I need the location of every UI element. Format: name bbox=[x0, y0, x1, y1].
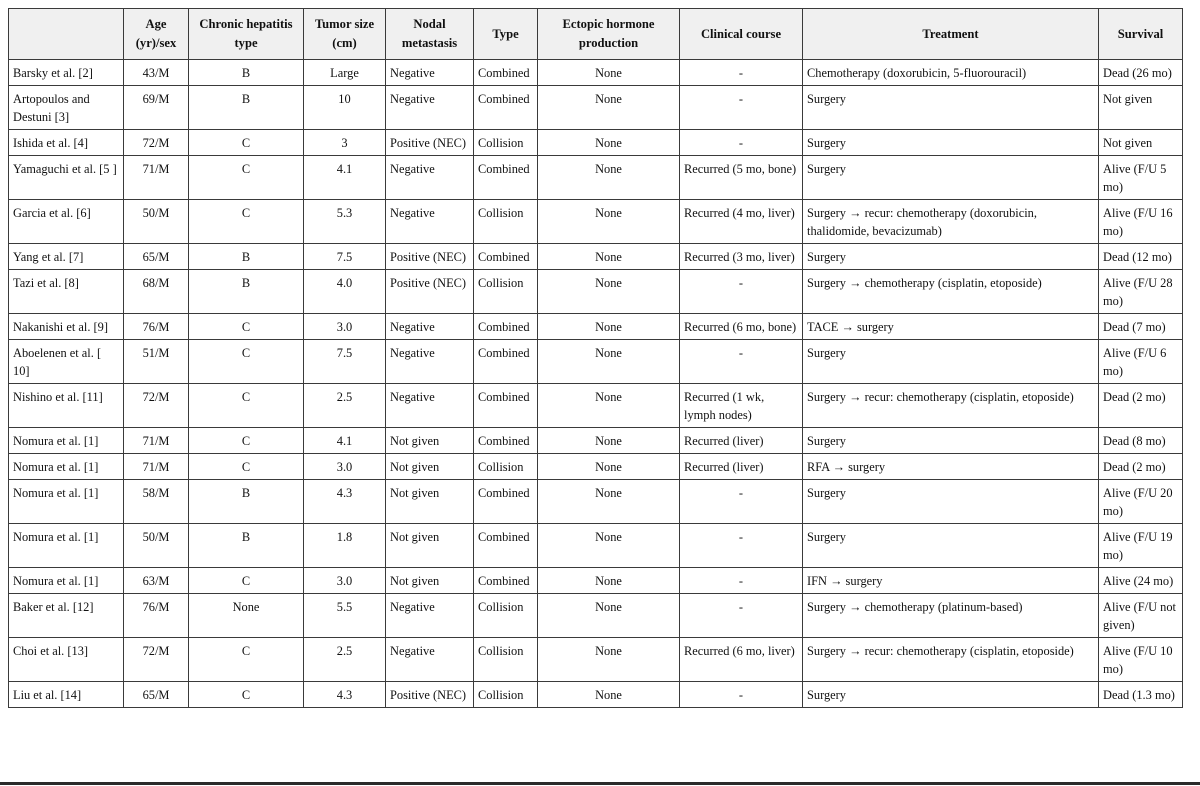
table-row bbox=[9, 428, 1183, 454]
cell-hepatitis: C bbox=[189, 200, 304, 244]
cell-course: - bbox=[680, 480, 803, 524]
cell-course: - bbox=[680, 340, 803, 384]
cell-nodal: Negative bbox=[386, 60, 474, 86]
cell-hepatitis: C bbox=[189, 130, 304, 156]
cell-tumor-size: 4.3 bbox=[304, 480, 386, 524]
cell-ectopic: None bbox=[538, 130, 680, 156]
cell-type: Combined bbox=[474, 156, 538, 200]
table-row bbox=[9, 568, 1183, 594]
cell-hepatitis: C bbox=[189, 682, 304, 708]
cell-treatment: Surgery bbox=[803, 428, 1099, 454]
cell-survival: Alive (F/U 6 mo) bbox=[1099, 340, 1183, 384]
cell-hepatitis: C bbox=[189, 156, 304, 200]
cell-tumor-size: 2.5 bbox=[304, 638, 386, 682]
cell-ectopic: None bbox=[538, 200, 680, 244]
cell-age: 76/M bbox=[124, 314, 189, 340]
cell-nodal: Not given bbox=[386, 480, 474, 524]
cell-course: Recurred (1 wk, lymph nodes) bbox=[680, 384, 803, 428]
cell-age: 76/M bbox=[124, 594, 189, 638]
cell-tumor-size: 10 bbox=[304, 86, 386, 130]
cell-nodal: Positive (NEC) bbox=[386, 682, 474, 708]
cell-study: Nomura et al. [1] bbox=[9, 524, 124, 568]
cell-tumor-size: 3 bbox=[304, 130, 386, 156]
cell-treatment: TACE → surgery bbox=[803, 314, 1099, 340]
cell-survival: Alive (F/U 16 mo) bbox=[1099, 200, 1183, 244]
cell-type: Collision bbox=[474, 594, 538, 638]
table-wrapper bbox=[8, 8, 1183, 708]
cell-age: 43/M bbox=[124, 60, 189, 86]
cell-type: Combined bbox=[474, 86, 538, 130]
cell-nodal: Negative bbox=[386, 86, 474, 130]
cell-ectopic: None bbox=[538, 86, 680, 130]
cell-course: - bbox=[680, 60, 803, 86]
cell-age: 71/M bbox=[124, 428, 189, 454]
cell-study: Yamaguchi et al. [5 ] bbox=[9, 156, 124, 200]
cell-study: Nomura et al. [1] bbox=[9, 428, 124, 454]
cell-hepatitis: B bbox=[189, 60, 304, 86]
cell-type: Combined bbox=[474, 60, 538, 86]
cell-treatment: Surgery → chemotherapy (platinum-based) bbox=[803, 594, 1099, 638]
table-row bbox=[9, 638, 1183, 682]
table-row bbox=[9, 314, 1183, 340]
cell-age: 65/M bbox=[124, 682, 189, 708]
cell-treatment: Surgery bbox=[803, 682, 1099, 708]
cell-nodal: Not given bbox=[386, 454, 474, 480]
cell-survival: Alive (F/U 5 mo) bbox=[1099, 156, 1183, 200]
cell-type: Combined bbox=[474, 524, 538, 568]
cell-tumor-size: 5.5 bbox=[304, 594, 386, 638]
header-type: Type bbox=[474, 9, 538, 60]
cell-study: Barsky et al. [2] bbox=[9, 60, 124, 86]
cell-course: Recurred (6 mo, bone) bbox=[680, 314, 803, 340]
cell-nodal: Positive (NEC) bbox=[386, 244, 474, 270]
cell-type: Collision bbox=[474, 130, 538, 156]
table-row bbox=[9, 340, 1183, 384]
header-tumor-size: Tumor size (cm) bbox=[304, 9, 386, 60]
cell-type: Combined bbox=[474, 428, 538, 454]
cell-survival: Not given bbox=[1099, 130, 1183, 156]
cell-hepatitis: B bbox=[189, 524, 304, 568]
cell-nodal: Not given bbox=[386, 428, 474, 454]
header-hepatitis: Chronic hepatitis type bbox=[189, 9, 304, 60]
cell-treatment: Surgery bbox=[803, 130, 1099, 156]
cell-survival: Alive (F/U not given) bbox=[1099, 594, 1183, 638]
cell-hepatitis: C bbox=[189, 384, 304, 428]
cell-course: - bbox=[680, 594, 803, 638]
cell-type: Combined bbox=[474, 244, 538, 270]
header-nodal: Nodal metastasis bbox=[386, 9, 474, 60]
table-row bbox=[9, 594, 1183, 638]
cell-hepatitis: C bbox=[189, 314, 304, 340]
cell-hepatitis: B bbox=[189, 480, 304, 524]
cell-ectopic: None bbox=[538, 480, 680, 524]
header-survival: Survival bbox=[1099, 9, 1183, 60]
cell-course: Recurred (liver) bbox=[680, 428, 803, 454]
table-row bbox=[9, 384, 1183, 428]
cell-study: Nomura et al. [1] bbox=[9, 480, 124, 524]
cell-type: Collision bbox=[474, 454, 538, 480]
cell-study: Aboelenen et al. [ 10] bbox=[9, 340, 124, 384]
cell-treatment: RFA → surgery bbox=[803, 454, 1099, 480]
cell-survival: Dead (2 mo) bbox=[1099, 384, 1183, 428]
cell-survival: Dead (1.3 mo) bbox=[1099, 682, 1183, 708]
header-row bbox=[9, 9, 1183, 60]
cell-hepatitis: B bbox=[189, 244, 304, 270]
cell-study: Nomura et al. [1] bbox=[9, 454, 124, 480]
cell-tumor-size: 1.8 bbox=[304, 524, 386, 568]
cell-treatment: Surgery bbox=[803, 86, 1099, 130]
cell-course: - bbox=[680, 130, 803, 156]
table-row bbox=[9, 200, 1183, 244]
cell-treatment: Surgery → recur: chemotherapy (cisplatin, etoposide) bbox=[803, 384, 1099, 428]
table-row bbox=[9, 682, 1183, 708]
cell-study: Baker et al. [12] bbox=[9, 594, 124, 638]
cell-ectopic: None bbox=[538, 638, 680, 682]
cell-nodal: Positive (NEC) bbox=[386, 130, 474, 156]
header-treatment: Treatment bbox=[803, 9, 1099, 60]
cell-type: Combined bbox=[474, 340, 538, 384]
cell-nodal: Negative bbox=[386, 340, 474, 384]
cell-tumor-size: 2.5 bbox=[304, 384, 386, 428]
cell-tumor-size: 7.5 bbox=[304, 340, 386, 384]
cell-study: Liu et al. [14] bbox=[9, 682, 124, 708]
cell-type: Combined bbox=[474, 480, 538, 524]
cell-nodal: Not given bbox=[386, 568, 474, 594]
table-header bbox=[9, 9, 1183, 60]
cell-course: - bbox=[680, 524, 803, 568]
cell-nodal: Negative bbox=[386, 200, 474, 244]
cell-study: Ishida et al. [4] bbox=[9, 130, 124, 156]
cell-hepatitis: C bbox=[189, 568, 304, 594]
cell-ectopic: None bbox=[538, 428, 680, 454]
cell-course: - bbox=[680, 682, 803, 708]
cell-ectopic: None bbox=[538, 568, 680, 594]
cell-survival: Alive (24 mo) bbox=[1099, 568, 1183, 594]
cell-treatment: Chemotherapy (doxorubicin, 5-fluorouracil) bbox=[803, 60, 1099, 86]
cell-age: 50/M bbox=[124, 524, 189, 568]
table-body bbox=[9, 60, 1183, 708]
cell-survival: Dead (8 mo) bbox=[1099, 428, 1183, 454]
cell-age: 72/M bbox=[124, 130, 189, 156]
case-reports-table bbox=[8, 8, 1183, 708]
cell-course: Recurred (3 mo, liver) bbox=[680, 244, 803, 270]
cell-survival: Dead (7 mo) bbox=[1099, 314, 1183, 340]
table-row bbox=[9, 480, 1183, 524]
cell-hepatitis: C bbox=[189, 428, 304, 454]
cell-type: Collision bbox=[474, 270, 538, 314]
cell-survival: Not given bbox=[1099, 86, 1183, 130]
cell-course: Recurred (5 mo, bone) bbox=[680, 156, 803, 200]
cell-study: Nishino et al. [11] bbox=[9, 384, 124, 428]
cell-ectopic: None bbox=[538, 156, 680, 200]
table-row bbox=[9, 524, 1183, 568]
cell-tumor-size: 7.5 bbox=[304, 244, 386, 270]
cell-treatment: Surgery → recur: chemotherapy (cisplatin, etoposide) bbox=[803, 638, 1099, 682]
cell-ectopic: None bbox=[538, 270, 680, 314]
cell-tumor-size: 3.0 bbox=[304, 568, 386, 594]
cell-ectopic: None bbox=[538, 60, 680, 86]
cell-nodal: Positive (NEC) bbox=[386, 270, 474, 314]
cell-ectopic: None bbox=[538, 340, 680, 384]
table-row bbox=[9, 60, 1183, 86]
cell-tumor-size: 4.0 bbox=[304, 270, 386, 314]
cell-tumor-size: 3.0 bbox=[304, 314, 386, 340]
cell-ectopic: None bbox=[538, 314, 680, 340]
cell-age: 69/M bbox=[124, 86, 189, 130]
cell-nodal: Negative bbox=[386, 314, 474, 340]
header-age: Age (yr)/sex bbox=[124, 9, 189, 60]
cell-type: Combined bbox=[474, 384, 538, 428]
cell-study: Artopoulos and Destuni [3] bbox=[9, 86, 124, 130]
cell-treatment: IFN → surgery bbox=[803, 568, 1099, 594]
cell-hepatitis: C bbox=[189, 340, 304, 384]
cell-age: 58/M bbox=[124, 480, 189, 524]
cell-nodal: Negative bbox=[386, 638, 474, 682]
cell-hepatitis: None bbox=[189, 594, 304, 638]
cell-survival: Alive (F/U 10 mo) bbox=[1099, 638, 1183, 682]
cell-age: 63/M bbox=[124, 568, 189, 594]
cell-survival: Alive (F/U 28 mo) bbox=[1099, 270, 1183, 314]
bottom-rule bbox=[0, 782, 1200, 785]
cell-type: Combined bbox=[474, 314, 538, 340]
cell-survival: Alive (F/U 19 mo) bbox=[1099, 524, 1183, 568]
cell-treatment: Surgery bbox=[803, 340, 1099, 384]
cell-survival: Dead (12 mo) bbox=[1099, 244, 1183, 270]
cell-ectopic: None bbox=[538, 524, 680, 568]
cell-treatment: Surgery bbox=[803, 156, 1099, 200]
cell-nodal: Negative bbox=[386, 384, 474, 428]
cell-tumor-size: 5.3 bbox=[304, 200, 386, 244]
cell-hepatitis: C bbox=[189, 638, 304, 682]
cell-study: Nakanishi et al. [9] bbox=[9, 314, 124, 340]
table-row bbox=[9, 130, 1183, 156]
cell-study: Garcia et al. [6] bbox=[9, 200, 124, 244]
cell-ectopic: None bbox=[538, 682, 680, 708]
table-row bbox=[9, 454, 1183, 480]
cell-treatment: Surgery → chemotherapy (cisplatin, etoposide) bbox=[803, 270, 1099, 314]
cell-treatment: Surgery → recur: chemotherapy (doxorubicin, thalidomide, bevacizumab) bbox=[803, 200, 1099, 244]
cell-tumor-size: 3.0 bbox=[304, 454, 386, 480]
cell-course: - bbox=[680, 270, 803, 314]
table-row bbox=[9, 156, 1183, 200]
cell-survival: Dead (2 mo) bbox=[1099, 454, 1183, 480]
table-row bbox=[9, 270, 1183, 314]
cell-age: 50/M bbox=[124, 200, 189, 244]
cell-course: - bbox=[680, 86, 803, 130]
cell-type: Combined bbox=[474, 568, 538, 594]
cell-treatment: Surgery bbox=[803, 524, 1099, 568]
cell-ectopic: None bbox=[538, 454, 680, 480]
cell-age: 65/M bbox=[124, 244, 189, 270]
table-row bbox=[9, 86, 1183, 130]
cell-treatment: Surgery bbox=[803, 480, 1099, 524]
cell-survival: Dead (26 mo) bbox=[1099, 60, 1183, 86]
cell-nodal: Negative bbox=[386, 156, 474, 200]
header-study bbox=[9, 9, 124, 60]
cell-study: Yang et al. [7] bbox=[9, 244, 124, 270]
cell-study: Nomura et al. [1] bbox=[9, 568, 124, 594]
cell-hepatitis: B bbox=[189, 270, 304, 314]
cell-course: - bbox=[680, 568, 803, 594]
cell-ectopic: None bbox=[538, 244, 680, 270]
cell-study: Tazi et al. [8] bbox=[9, 270, 124, 314]
cell-type: Collision bbox=[474, 682, 538, 708]
cell-nodal: Negative bbox=[386, 594, 474, 638]
cell-type: Collision bbox=[474, 200, 538, 244]
cell-hepatitis: B bbox=[189, 86, 304, 130]
cell-course: Recurred (4 mo, liver) bbox=[680, 200, 803, 244]
cell-age: 72/M bbox=[124, 384, 189, 428]
cell-hepatitis: C bbox=[189, 454, 304, 480]
cell-treatment: Surgery bbox=[803, 244, 1099, 270]
cell-type: Collision bbox=[474, 638, 538, 682]
cell-course: Recurred (6 mo, liver) bbox=[680, 638, 803, 682]
cell-age: 68/M bbox=[124, 270, 189, 314]
cell-age: 72/M bbox=[124, 638, 189, 682]
cell-study: Choi et al. [13] bbox=[9, 638, 124, 682]
cell-tumor-size: 4.3 bbox=[304, 682, 386, 708]
cell-tumor-size: Large bbox=[304, 60, 386, 86]
cell-tumor-size: 4.1 bbox=[304, 428, 386, 454]
header-ectopic: Ectopic hormone production bbox=[538, 9, 680, 60]
cell-nodal: Not given bbox=[386, 524, 474, 568]
cell-ectopic: None bbox=[538, 384, 680, 428]
cell-age: 71/M bbox=[124, 454, 189, 480]
cell-ectopic: None bbox=[538, 594, 680, 638]
header-course: Clinical course bbox=[680, 9, 803, 60]
cell-survival: Alive (F/U 20 mo) bbox=[1099, 480, 1183, 524]
cell-tumor-size: 4.1 bbox=[304, 156, 386, 200]
cell-age: 71/M bbox=[124, 156, 189, 200]
cell-age: 51/M bbox=[124, 340, 189, 384]
table-row bbox=[9, 244, 1183, 270]
cell-course: Recurred (liver) bbox=[680, 454, 803, 480]
